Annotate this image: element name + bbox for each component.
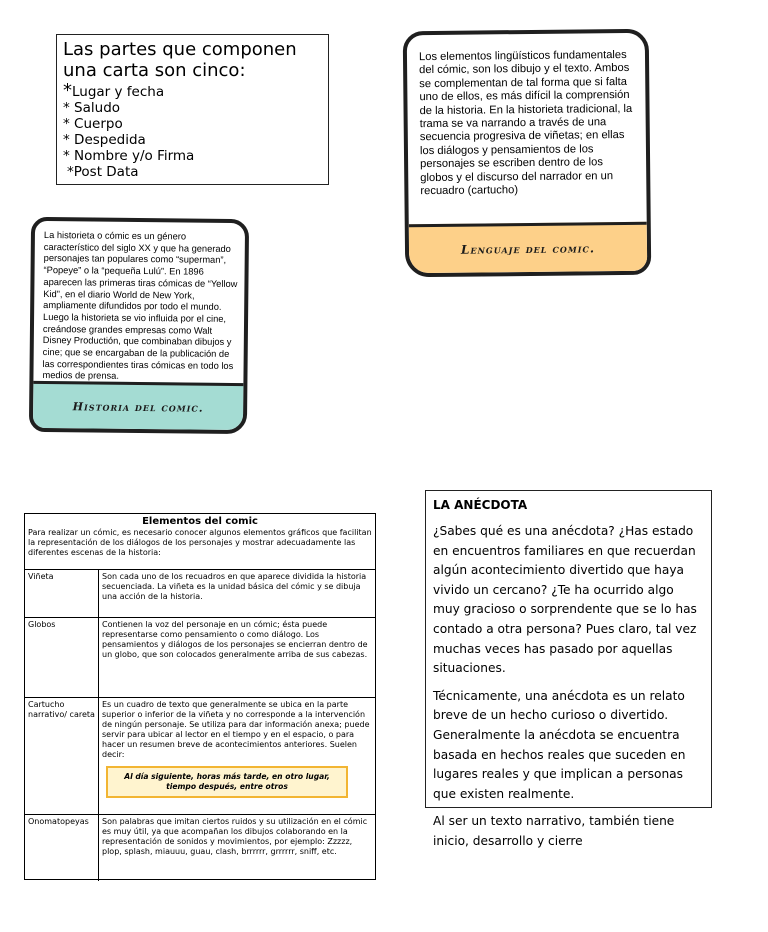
table-term: Onomatopeyas: [25, 815, 99, 881]
letter-title: Las partes que componen una carta son cinco:: [63, 39, 297, 81]
table-definition: Contienen la voz del personaje en un cómic; ésta puede representarse como pensamiento o como diálogo. Los pensamientos y diálogos de los personajes se encierran dentro de un globo, que son colocados generalmente arriba de sus cabezas.: [102, 620, 368, 659]
lenguaje-comic-card: [403, 29, 652, 278]
anecdota-box: [425, 490, 712, 848]
lenguaje-card-label: Lenguaje del comic.: [409, 222, 648, 273]
table-term: Viñeta: [25, 570, 99, 617]
anecdota-paragraph: Técnicamente, una anécdota es un relato breve de un hecho curioso o divertido. Generalmente la anécdota se encuentra basada en hechos reales que suceden en lugares reales y que implican a personas que existen realmente.: [433, 688, 686, 801]
table-definition: Son cada uno de los recuadros en que aparece dividida la historia secuenciada. La viñeta es la unidad básica del cómic y se dibuja una acción de la historia.: [102, 572, 367, 601]
historia-card-label: Historia del comic.: [33, 381, 243, 430]
table-term: Cartucho narrativo/ careta: [25, 698, 99, 814]
anecdota-title: LA ANÉCDOTA: [433, 498, 528, 512]
letter-item: * Saludo: [63, 100, 121, 116]
table-intro: Para realizar un cómic, es necesario conocer algunos elementos gráficos que facilitan la representación de los diálogos de los personajes y mostrar adecuadamente las diferentes escenas de la historia:: [25, 528, 375, 570]
letter-parts-box: [56, 34, 329, 185]
historia-comic-card: [29, 217, 249, 434]
anecdota-paragraph: ¿Sabes qué es una anécdota? ¿Has estado en encuentros familiares en que recuerdan algún acontecimiento divertido que haya vivido un cercano? ¿Te ha ocurrido algo muy gracioso o sorprendente que se lo has contado a otra persona? Pues claro, tal vez muchas veces has pasado por aquellas situaciones.: [433, 524, 697, 676]
table-term: Globos: [25, 618, 99, 697]
table-definition-cell: [99, 698, 375, 814]
lenguaje-card-text: Los elementos lingüísticos fundamentales del cómic, son los dibujo y el texto. Ambos se complementan de tal forma que si falta uno de ellos, es más difícil la comprensión de la historia. En la historieta tradicional, la trama se va narrando a través de una secuencia progresiva de viñetas; en ellas los diálogos y pensamientos de los personajes se escriben dentro de los globos y el discurso del narrador en un recuadro (cartucho): [418, 48, 633, 198]
comic-elements-table: [24, 513, 376, 880]
letter-item: *Post Data: [67, 164, 139, 180]
table-title: Elementos del comic: [142, 516, 258, 527]
letter-item: * Nombre y/o Firma: [63, 148, 195, 164]
table-definition: Son palabras que imitan ciertos ruidos y su utilización en el cómic es muy útil, ya que acompañan los dibujos colaborando en la representación de sonidos y movimientos, por ejemplo: Zzzzz, plop, splash, miauuu, guau, clash, brrrrrr, grrrrrr, sniff, etc.: [102, 817, 368, 856]
table-row: [25, 570, 375, 618]
letter-item: * Cuerpo: [63, 116, 123, 132]
table-row: [25, 618, 375, 698]
table-row: [25, 698, 375, 815]
narrative-box-example: Al día siguiente, horas más tarde, en otro lugar, tiempo después, entre otros: [106, 766, 348, 798]
historia-card-text: La historieta o cómic es un género característico del siglo XX y que ha generado personajes tan populares como “superman”, “Popeye” o la “pequeña Lulú”. En 1896 aparecen las primeras tiras cómicas de “Yellow Kid”, en el diario World de New York, ampliamente difundidos por todo el mundo. Luego la historieta se vio influida por el cine, creándose grandes empresas como Walt Disney Productión, que combinaban dibujos y cine; que se encargaban de la publicación de las correspondientes tiras cómicas en todo los medios de prensa.: [42, 229, 238, 382]
letter-item: *Lugar y fecha: [63, 80, 165, 101]
letter-item: * Despedida: [63, 132, 146, 148]
table-row: [25, 815, 375, 881]
anecdota-paragraph: Al ser un texto narrativo, también tiene inicio, desarrollo y cierre: [433, 814, 675, 848]
table-definition: Es un cuadro de texto que generalmente se ubica en la parte superior o inferior de la viñeta y no corresponde a la intervención de ningún personaje. Se utiliza para dar información anexa; puede servir para ubicar al lector en el tiempo y en el espacio, o para hacer un resumen breve de acontecimientos anteriores. Suelen decir:: [102, 700, 370, 759]
